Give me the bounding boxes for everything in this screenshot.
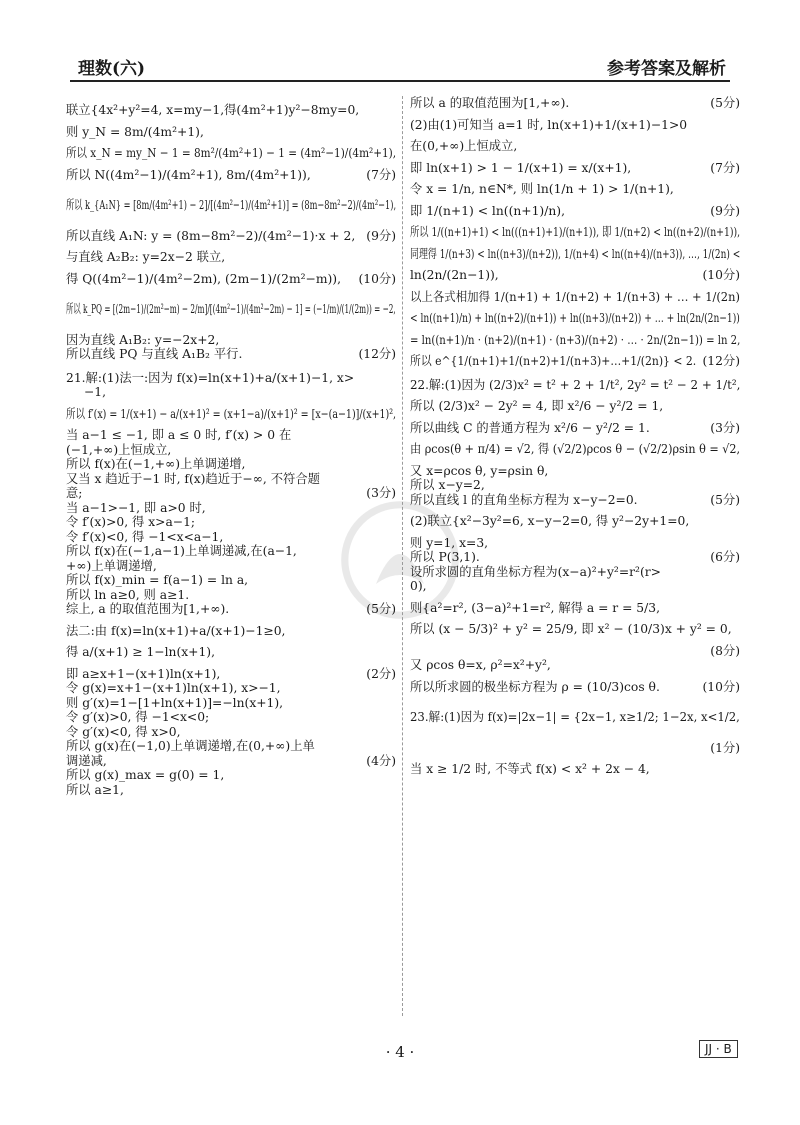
text-line [410, 333, 740, 348]
text-line [410, 710, 740, 725]
text-line [66, 681, 396, 696]
text-line [410, 579, 740, 594]
text-line [410, 622, 740, 637]
text-line [66, 486, 396, 501]
text-line [66, 371, 396, 386]
line-text: 令 g′(x)>0, 得 −1<x<0; [66, 710, 210, 724]
text-line [410, 96, 740, 111]
line-text: 所以 f(x)在(−1,+∞)上单调递增, [66, 457, 246, 471]
line-text: 则 g′(x)=1−[1+ln(x+1)]=−ln(x+1), [66, 695, 284, 710]
line-text: 所以曲线 C 的普通方程为 x²/6 − y²/2 = 1. [410, 420, 650, 435]
text-line [410, 536, 740, 551]
header-left-title: 理数(六) [78, 59, 146, 79]
text-line [66, 472, 396, 487]
text-line [66, 146, 396, 161]
line-text: 所以 x_N = my_N − 1 = 8m²/(4m²+1) − 1 = (4m²−1)/(4m²+1), [66, 146, 397, 160]
line-text: 令 x = 1/n, n∈N*, 则 ln(1/n + 1) > 1/(n+1), [410, 182, 674, 196]
line-text: 所以 N((4m²−1)/(4m²+1), 8m/(4m²+1)), [66, 167, 311, 182]
line-text: 所以 g(x)在(−1,0)上单调递增,在(0,+∞)上单 [66, 739, 315, 753]
line-text: 得 a/(x+1) ≥ 1−ln(x+1), [66, 645, 216, 659]
text-line [410, 601, 740, 616]
line-text: 所以 x−y=2, [410, 478, 485, 492]
line-text: 所以 f′(x) = 1/(x+1) − a/(x+1)² = (x+1−a)/(x+1)² = [x−(a−1)]/(x+1)², [66, 406, 397, 421]
line-text: 令 f′(x)>0, 得 x>a−1; [66, 515, 196, 529]
line-text: 联立{4x²+y²=4, x=my−1,得(4m²+1)y²−8my=0, [66, 103, 360, 117]
line-text: 即 ln(x+1) > 1 − 1/(x+1) = x/(x+1), [410, 160, 632, 175]
line-text: 令 g′(x)<0, 得 x>0, [66, 724, 181, 739]
text-line [66, 710, 396, 725]
line-text: (2)联立{x²−3y²=6, x−y−2=0, 得 y²−2y+1=0, [410, 514, 690, 528]
score-points: (5分) [710, 96, 740, 110]
text-line [66, 103, 396, 118]
line-text: 所以 f(x)在(−1,a−1)上单调递减,在(a−1, [66, 544, 297, 558]
text-line [66, 515, 396, 530]
line-text: 令 g(x)=x+1−(x+1)ln(x+1), x>−1, [66, 681, 281, 695]
text-line [410, 741, 740, 756]
score-points: (9分) [710, 203, 740, 218]
score-points: (10分) [702, 268, 740, 282]
score-points: (3分) [366, 486, 396, 500]
text-line [410, 680, 740, 695]
line-text: 得 Q((4m²−1)/(4m²−2m), (2m−1)/(2m²−m)), [66, 271, 342, 286]
text-line [410, 514, 740, 529]
score-points: (8分) [710, 643, 740, 658]
line-text: 所以 k_PQ = [(2m−1)/(2m²−m) − 2/m]/[(4m²−1)/(4m²−2m) − 1] = (−1/m)/(1/(2m)) = −2, [66, 302, 396, 316]
score-points: (4分) [366, 753, 396, 768]
text-line [410, 290, 740, 305]
line-text: 由 ρcos(θ + π/4) = √2, 得 (√2/2)ρcos θ − (√2/2)ρsin θ = √2, [410, 442, 741, 456]
line-text: 在(0,+∞)上恒成立, [410, 139, 518, 153]
line-text: 即 a≥x+1−(x+1)ln(x+1), [66, 666, 221, 681]
text-line [66, 696, 396, 711]
text-line [410, 354, 740, 369]
text-line [410, 421, 740, 436]
text-line [66, 624, 396, 639]
text-line [66, 501, 396, 516]
line-text: 所以 k_{A₁N} = [8m/(4m²+1) − 2]/[(4m²−1)/(4m²+1)] = (8m−8m²−2)/(4m²−1), [66, 198, 397, 212]
line-text: 又 x=ρcos θ, y=ρsin θ, [410, 463, 549, 478]
text-line [66, 588, 396, 603]
text-line [66, 768, 396, 783]
line-text: 所以 a 的取值范围为[1,+∞). [410, 96, 570, 110]
text-line [410, 658, 740, 673]
line-text: 所以 ln a≥0, 则 a≥1. [66, 587, 190, 602]
line-text: 则 y=1, x=3, [410, 535, 489, 550]
left-column [66, 96, 396, 797]
line-text: < ln((n+1)/n) + ln((n+2)/(n+1)) + ln((n+3)/(n+2)) + … + ln(2n/(2n−1)) [410, 311, 740, 325]
text-line [66, 229, 396, 244]
score-points: (1分) [710, 740, 740, 755]
line-text: 所以 (x − 5/3)² + y² = 25/9, 即 x² − (10/3)x + y² = 0, [410, 622, 732, 636]
score-points: (10分) [702, 679, 740, 694]
line-text: 与直线 A₂B₂: y=2x−2 联立, [66, 250, 226, 264]
line-text: 当 a−1 ≤ −1, 即 a ≤ 0 时, f′(x) > 0 在 [66, 428, 292, 442]
score-points: (5分) [710, 492, 740, 507]
edition-code-badge: JJ · B [699, 1040, 738, 1058]
line-text: 所以直线 l 的直角坐标方程为 x−y−2=0. [410, 492, 638, 507]
text-line [410, 247, 740, 262]
line-text: 0), [410, 579, 427, 593]
line-text: 22.解:(1)因为 (2/3)x² = t² + 2 + 1/t², 2y² = t² − 2 + 1/t², [410, 377, 741, 392]
line-text: ln(2n/(2n−1)), [410, 268, 499, 282]
line-text: 所以 (2/3)x² − 2y² = 4, 即 x²/6 − y²/2 = 1, [410, 399, 664, 413]
text-line [410, 399, 740, 414]
page-header [70, 50, 730, 82]
text-line [410, 182, 740, 197]
line-text: 以上各式相加得 1/(n+1) + 1/(n+2) + 1/(n+3) + … + 1/(2n) [410, 289, 740, 304]
text-line [410, 493, 740, 508]
line-text: 综上, a 的取值范围为[1,+∞). [66, 602, 230, 616]
text-line [410, 311, 740, 326]
text-line [66, 573, 396, 588]
text-line [66, 250, 396, 265]
text-line [66, 347, 396, 362]
text-line [66, 272, 396, 287]
text-line [66, 667, 396, 682]
line-text: 所以 e^{1/(n+1)+1/(n+2)+1/(n+3)+…+1/(2n)} < 2. [410, 354, 697, 368]
text-line [66, 168, 396, 183]
text-line [66, 302, 396, 317]
score-points: (7分) [366, 167, 396, 182]
line-text: 所以 f(x)_min = f(a−1) = ln a, [66, 573, 249, 587]
score-points: (12分) [702, 354, 740, 368]
text-line [66, 559, 396, 574]
text-line [66, 725, 396, 740]
score-points: (12分) [358, 347, 396, 361]
text-line [66, 530, 396, 545]
line-text: 同理得 1/(n+3) < ln((n+3)/(n+2)), 1/(n+4) < ln((n+4)/(n+3)), …, 1/(2n) < [410, 246, 741, 261]
text-line [410, 478, 740, 493]
text-line [66, 602, 396, 617]
score-points: (7分) [710, 160, 740, 175]
score-points: (9分) [366, 228, 396, 243]
line-text: = ln((n+1)/n · (n+2)/(n+1) · (n+3)/(n+2) · … · 2n/(2n−1)) = ln 2, [410, 332, 741, 347]
line-text: 则{a²=r², (3−a)²+1=r², 解得 a = r = 5/3, [410, 600, 661, 615]
line-text: 所以所求圆的极坐标方程为 ρ = (10/3)cos θ. [410, 679, 660, 694]
line-text: 设所求圆的直角坐标方程为(x−a)²+y²=r²(r> [410, 564, 661, 579]
text-line [66, 428, 396, 443]
text-line [66, 739, 396, 754]
text-line [410, 139, 740, 154]
text-line [410, 565, 740, 580]
column-divider [402, 96, 403, 1016]
text-line [66, 645, 396, 660]
line-text: 21.解:(1)法一:因为 f(x)=ln(x+1)+a/(x+1)−1, x> [66, 370, 355, 385]
line-text: 令 f′(x)<0, 得 −1<x<a−1, [66, 529, 224, 544]
text-line [66, 783, 396, 798]
text-line [66, 407, 396, 422]
text-line [410, 442, 740, 457]
text-line [410, 550, 740, 565]
score-points: (3分) [710, 420, 740, 435]
text-line [410, 268, 740, 283]
text-line [66, 754, 396, 769]
line-text: 调递减, [66, 753, 107, 768]
line-text: 所以 g(x)_max = g(0) = 1, [66, 768, 225, 782]
text-line [66, 443, 396, 458]
line-text: 又 ρcos θ=x, ρ²=x²+y², [410, 658, 551, 672]
text-line [66, 333, 396, 348]
page-number: · 4 · [385, 1043, 415, 1061]
text-line [410, 378, 740, 393]
line-text: 又当 x 趋近于−1 时, f(x)趋近于−∞, 不符合题 [66, 471, 320, 486]
line-text: 所以直线 A₁N: y = (8m−8m²−2)/(4m²−1)·x + 2, [66, 228, 356, 243]
score-points: (10分) [358, 271, 396, 286]
line-text: 所以 a≥1, [66, 782, 124, 797]
line-text: 所以直线 PQ 与直线 A₁B₂ 平行. [66, 347, 243, 361]
line-text: 所以 P(3,1). [410, 550, 480, 564]
text-line [66, 125, 396, 140]
text-line [410, 118, 740, 133]
line-text: 则 y_N = 8m/(4m²+1), [66, 124, 204, 139]
text-line [410, 204, 740, 219]
right-column [410, 96, 740, 784]
line-text: 当 a−1>−1, 即 a>0 时, [66, 500, 206, 515]
line-text: 即 1/(n+1) < ln((n+1)/n), [410, 203, 565, 218]
line-text: 因为直线 A₁B₂: y=−2x+2, [66, 332, 220, 347]
line-text: 所以 1/((n+1)+1) < ln(((n+1)+1)/(n+1)), 即 1/(n+2) < ln((n+2)/(n+1)), [410, 225, 741, 239]
line-text: (−1,+∞)上恒成立, [66, 442, 172, 457]
score-points: (2分) [366, 666, 396, 681]
text-line [66, 198, 396, 213]
header-right-title: 参考答案及解析 [607, 59, 726, 79]
line-text: 法二:由 f(x)=ln(x+1)+a/(x+1)−1≥0, [66, 623, 286, 638]
score-points: (5分) [366, 602, 396, 616]
line-text: (2)由(1)可知当 a=1 时, ln(x+1)+1/(x+1)−1>0 [410, 117, 688, 132]
line-text: +∞)上单调递增, [66, 558, 157, 573]
text-line [410, 464, 740, 479]
line-text: 意; [66, 486, 83, 500]
score-points: (6分) [710, 550, 740, 564]
text-line [410, 644, 740, 659]
line-text: 23.解:(1)因为 f(x)=|2x−1| = {2x−1, x≥1/2; 1−2x, x<1/2, [410, 710, 740, 724]
text-line [410, 762, 740, 777]
text-line [66, 457, 396, 472]
text-line [66, 385, 396, 400]
text-line [66, 544, 396, 559]
line-text: 当 x ≥ 1/2 时, 不等式 f(x) < x² + 2x − 4, [410, 762, 650, 776]
text-line [410, 161, 740, 176]
text-line [410, 225, 740, 240]
line-text: −1, [84, 385, 107, 399]
